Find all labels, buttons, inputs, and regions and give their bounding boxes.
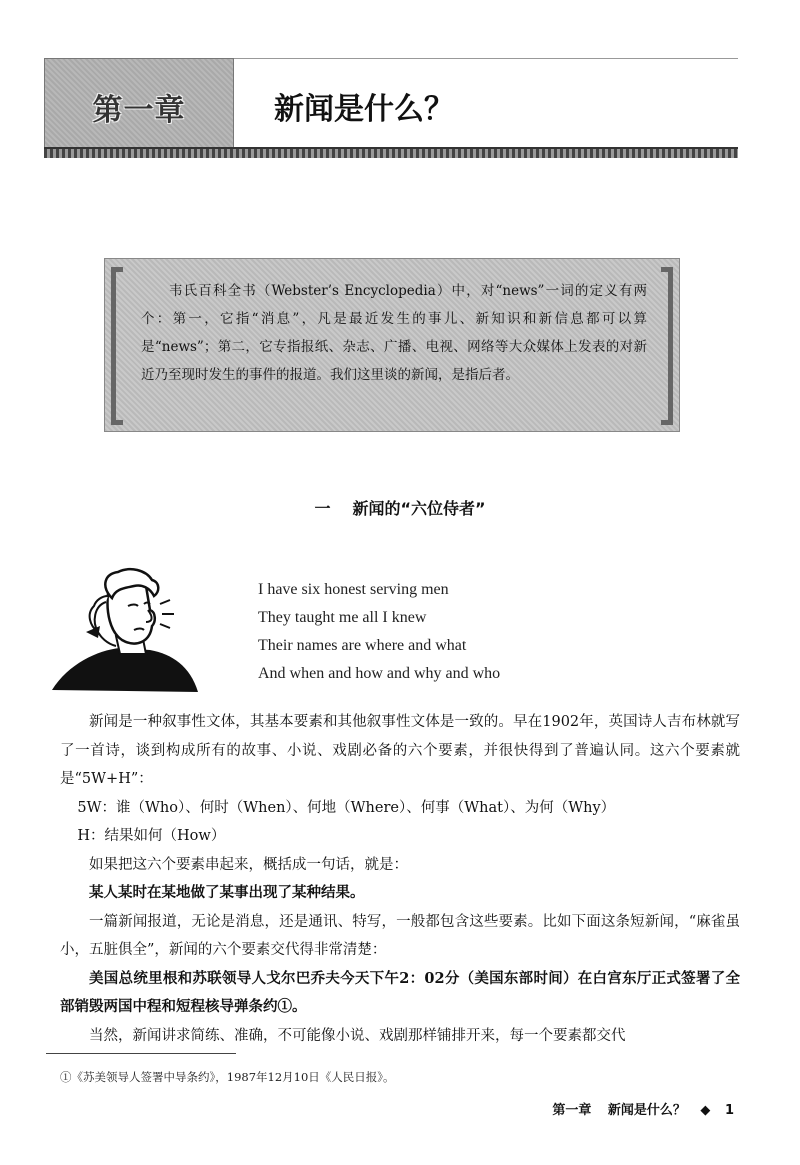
news-example: 美国总统里根和苏联领导人戈尔巴乔夫今天下午2：02分（美国东部时间）在白宫东厅正式签署了全部销毁两国中程和短程核导弹条约①。 [60,969,740,1015]
section-number: 一 [314,499,331,518]
footnote: ①《苏美领导人签署中导条约》，1987年12月10日《人民日报》。 [60,1070,395,1084]
chapter-label: 第一章 [92,93,186,128]
header-divider [44,147,738,158]
chapter-header [44,58,738,158]
chapter-label-box [44,58,234,156]
definition-text: 韦氏百科全书（Webster’s Encyclopedia）中，对“news”一词的定义有两个：第一，它指“消息”，凡是最近发生的事儿、新知识和新信息都可以算是“news”；第二，它专指报纸、杂志、广播、电视、网络等大众媒体上发表的对新近乃至现时发生的事件的报道。我们这里谈的新闻，是指后者。 [141,283,647,383]
poem-line: I have six honest serving men [258,581,449,598]
diamond-icon: ◆ [700,1103,711,1118]
footnote-divider [46,1053,236,1054]
poem [258,576,500,688]
paragraph: 如果把这六个要素串起来，概括成一句话，就是： [89,856,408,873]
footer-chapter-title: 新闻是什么？ [607,1103,686,1118]
definition-box [104,258,680,432]
paragraph: 当然，新闻讲求简练、准确，不可能像小说、戏剧那样铺排开来，每一个要素都交代 [89,1027,626,1044]
section-heading [0,496,800,519]
summary-sentence: 某人某时在某地做了某事出现了某种结果。 [89,884,365,901]
paragraph: 一篇新闻报道，无论是消息，还是通讯、特写，一般都包含这些要素。比如下面这条短新闻，“麻雀虽小，五脏俱全”，新闻的六个要素交代得非常清楚： [60,913,740,958]
running-footer [552,1099,734,1118]
body-text [60,708,740,1050]
chapter-title: 新闻是什么？ [274,92,454,127]
man-illustration [50,566,210,698]
header-top-line [234,58,738,59]
paragraph: 新闻是一种叙事性文体，其基本要素和其他叙事性文体是一致的。早在1902年，英国诗人吉布林就写了一首诗，谈到构成所有的故事、小说、戏剧必备的六个要素，并很快得到了普遍认同。这六个要素就是“5W+H”： [60,714,740,787]
section-title: 新闻的“六位侍者” [352,499,486,518]
paragraph-5w: 5W：谁（Who）、何时（When）、何地（Where）、何事（What）、为何（Why） [77,799,616,816]
motion-lines [160,600,174,628]
poem-line: Their names are where and what [258,637,467,654]
poem-line: And when and how and why and who [258,665,501,682]
poem-line: They taught me all I knew [258,609,427,626]
right-bracket-ornament [661,267,673,425]
paragraph-h: H：结果如何（How） [77,828,226,844]
left-bracket-ornament [111,267,123,425]
footer-chapter-label: 第一章 [552,1103,592,1118]
page-number: 1 [724,1103,734,1118]
